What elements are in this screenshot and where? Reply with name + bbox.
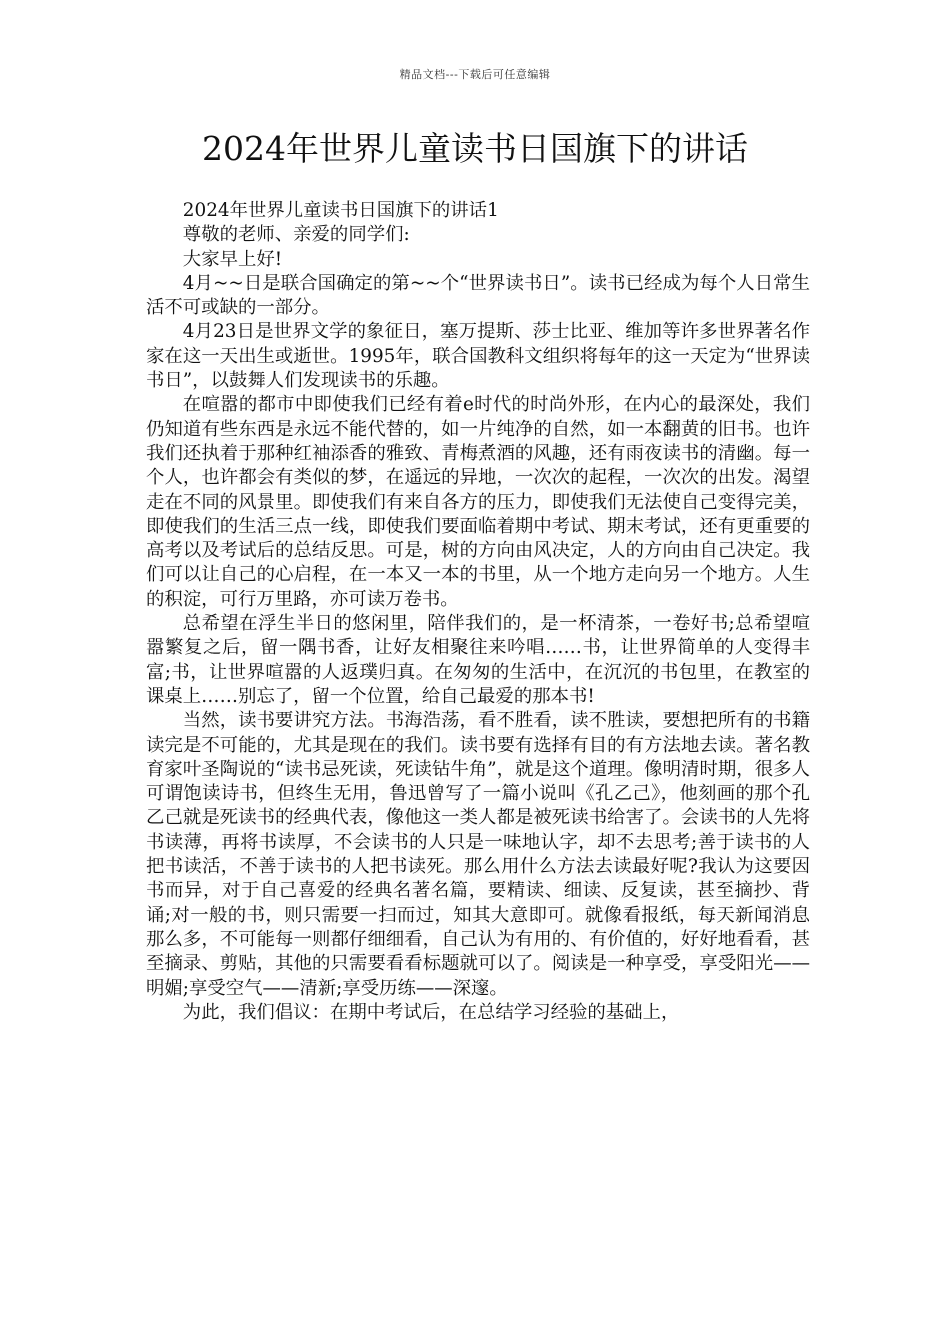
paragraph: 4月~~日是联合国确定的第~~个“世界读书日”。读书已经成为每个人日常生活不可或缺的一部分。 (146, 272, 810, 319)
paragraph-subtitle: 2024年世界儿童读书日国旗下的讲话1 (182, 200, 499, 221)
page-header-note: 精品文档---下载后可任意编辑 (399, 68, 551, 81)
paragraph: 总希望在浮生半日的悠闲里，陪伴我们的，是一杯清茶，一卷好书;总希望喧嚣繁复之后，留一隅书香，让好友相聚往来吟唱……书，让世界简单的人变得丰富;书，让世界喧嚣的人返璞归真。在匆匆的生活中，在沉沉的书包里，在教室的课桌上……别忘了，留一个位置，给自己最爱的那本书! (146, 613, 810, 707)
document-title: 2024年世界儿童读书日国旗下的讲话 (202, 129, 748, 168)
paragraph: 在喧嚣的都市中即使我们已经有着e时代的时尚外形，在内心的最深处，我们仍知道有些东西是永远不能代替的，如一片纯净的自然，如一本翻黄的旧书。也许我们还执着于那种红袖添香的雅致、青梅煮酒的风趣，还有雨夜读书的清幽。每一个人，也许都会有类似的梦，在遥远的异地，一次次的起程，一次次的出发。渴望走在不同的风景里。即使我们有来自各方的压力，即使我们无法使自己变得完美，即使我们的生活三点一线，即使我们要面临着期中考试、期末考试，还有更重要的高考以及考试后的总结反思。可是，树的方向由风决定，人的方向由自己决定。我们可以让自己的心启程，在一本又一本的书里，从一个地方走向另一个地方。人生的积淀，可行万里路，亦可读万卷书。 (146, 394, 810, 610)
paragraph-greeting: 大家早上好! (182, 248, 283, 270)
paragraph: 4月23日是世界文学的象征日，塞万提斯、莎士比亚、维加等许多世界著名作家在这一天出生或逝世。1995年，联合国教科文组织将每年的这一天定为“世界读书日”，以鼓舞人们发现读书的乐趣。 (146, 321, 810, 392)
paragraph-salutation: 尊敬的老师、亲爱的同学们: (182, 224, 410, 246)
document-body (146, 199, 810, 1025)
paragraph: 为此，我们倡议：在期中考试后，在总结学习经验的基础上， (182, 1001, 680, 1023)
paragraph: 当然，读书要讲究方法。书海浩荡，看不胜看，读不胜读，要想把所有的书籍读完是不可能的，尤其是现在的我们。读书要有选择有目的有方法地去读。著名教育家叶圣陶说的“读书忌死读，死读钻牛角”，就是这个道理。像明清时期，很多人可谓饱读诗书，但终生无用，鲁迅曾写了一篇小说叫《孔乙己》，他刻画的那个孔乙己就是死读书的经典代表，像他这一类人都是被死读书给害了。会读书的人先将书读薄，再将书读厚，不会读书的人只是一味地认字，却不去思考;善于读书的人把书读活，不善于读书的人把书读死。那么用什么方法去读最好呢?我认为这要因书而异，对于自己喜爱的经典名著名篇，要精读、细读、反复读，甚至摘抄、背诵;对一般的书，则只需要一扫而过，知其大意即可。就像看报纸，每天新闻消息那么多，不可能每一则都仔细细看，自己认为有用的、有价值的，好好地看看，甚至摘录、剪贴，其他的只需要看看标题就可以了。阅读是一种享受，享受阳光——明媚;享受空气——清新;享受历练——深邃。 (146, 710, 810, 999)
